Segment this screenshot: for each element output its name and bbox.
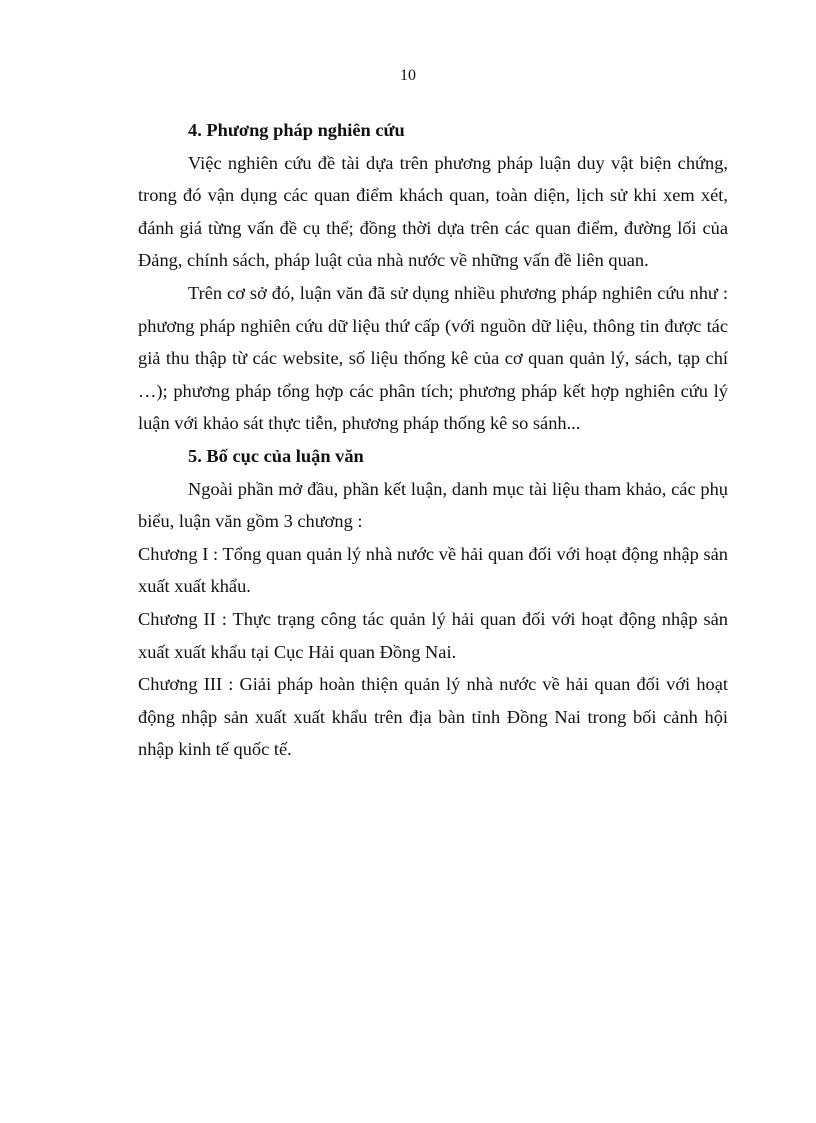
section-heading-thesis-structure: 5. Bố cục của luận văn bbox=[188, 445, 364, 466]
page-number: 10 bbox=[400, 67, 416, 84]
paragraph-research-methods-used: Trên cơ sở đó, luận văn đã sử dụng nhiều phương pháp nghiên cứu như : phương pháp nghiên cứu dữ liệu thứ cấp (với nguồn dữ liệu, thông tin được tác giả thu thập từ các website, số liệu thống kê của cơ quan quản lý, sách, tạp chí …); phương pháp tổng hợp các phân tích; phương pháp kết hợp nghiên cứu lý luận với khảo sát thực tiễn, phương pháp thống kê so sánh... bbox=[138, 282, 728, 434]
chapter-line-3: Chương III : Giải pháp hoàn thiện quản lý nhà nước về hải quan đối với hoạt động nhập sản xuất xuất khẩu trên địa bàn tỉnh Đồng Nai trong bối cảnh hội nhập kinh tế quốc tế. bbox=[138, 674, 728, 760]
paragraph-structure-intro: Ngoài phần mở đầu, phần kết luận, danh mục tài liệu tham khảo, các phụ biểu, luận văn gồm 3 chương : bbox=[138, 478, 728, 532]
paragraph-methodology: Việc nghiên cứu đề tài dựa trên phương pháp luận duy vật biện chứng, trong đó vận dụng các quan điểm khách quan, toàn diện, lịch sử khi xem xét, đánh giá từng vấn đề cụ thể; đồng thời dựa trên các quan điểm, đường lối của Đảng, chính sách, pháp luật của nhà nước về những vấn đề liên quan. bbox=[138, 152, 728, 271]
chapter-line-2: Chương II : Thực trạng công tác quản lý hải quan đối với hoạt động nhập sản xuất xuất khẩu tại Cục Hải quan Đồng Nai. bbox=[138, 608, 728, 662]
document-body bbox=[138, 114, 728, 766]
chapter-line-1: Chương I : Tổng quan quản lý nhà nước về hải quan đối với hoạt động nhập sản xuất xuất khẩu. bbox=[138, 543, 728, 597]
section-heading-research-methods: 4. Phương pháp nghiên cứu bbox=[188, 120, 405, 140]
